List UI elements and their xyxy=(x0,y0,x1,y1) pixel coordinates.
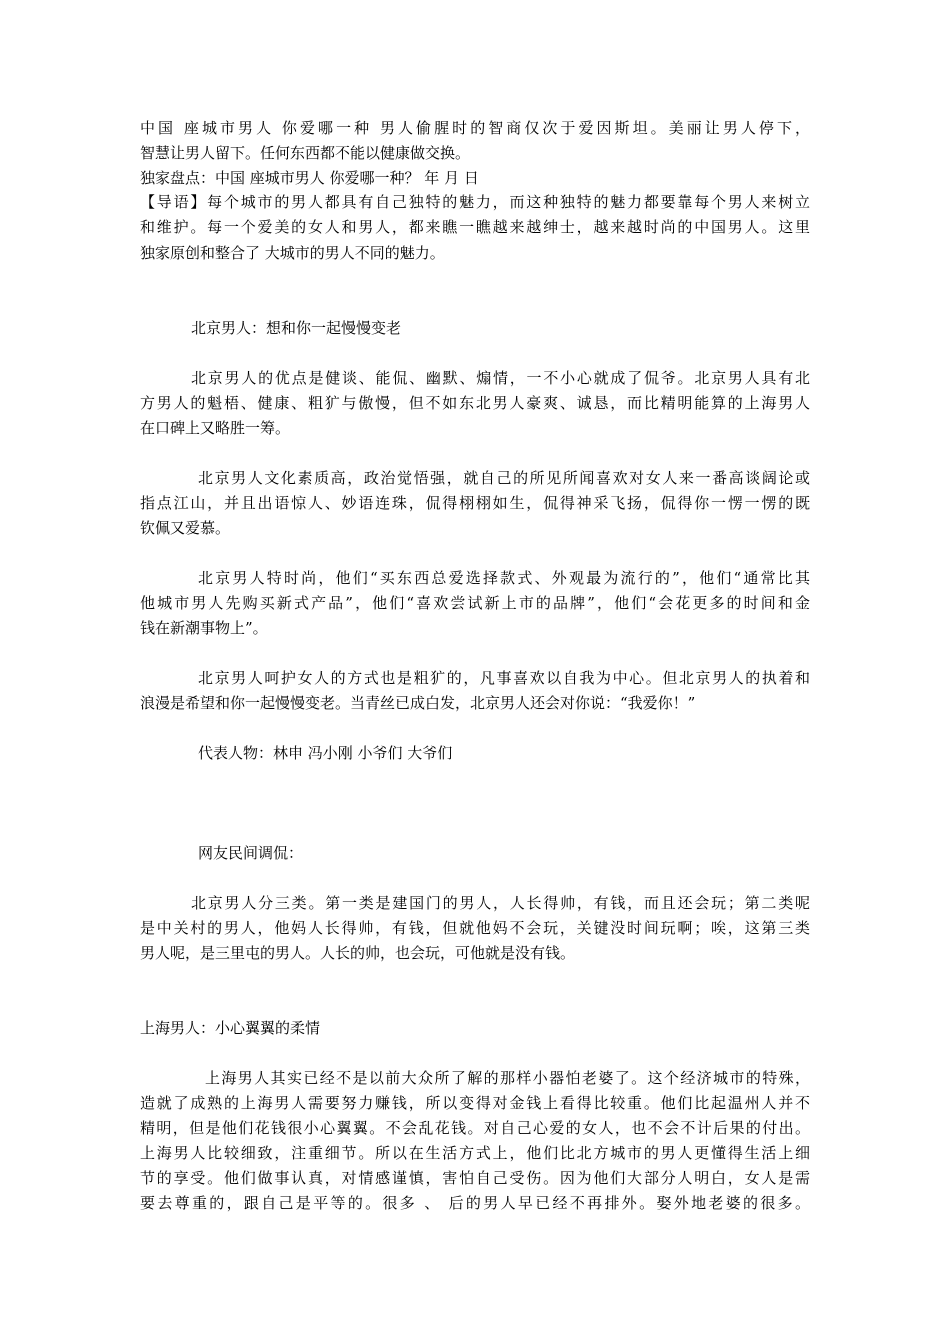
paragraph-line: 男人呢，是三里屯的男人。人长的帅，也会玩，可他就是没有钱。 xyxy=(140,944,576,962)
lead-line-2: 和维护。每一个爱美的女人和男人，都来瞧一瞧越来越绅士，越来越时尚的中国男人。这里 xyxy=(140,218,810,236)
paragraph-line: 造就了成熟的上海男人需要努力赚钱，所以变得对金钱上看得比较重。他们比起温州人并不 xyxy=(140,1094,810,1112)
paragraph-line: 北京男人的优点是健谈、能侃、幽默、煽情，一不小心就成了侃爷。北京男人具有北 xyxy=(191,369,810,387)
paragraph-line: 北京男人呵护女人的方式也是粗犷的，凡事喜欢以自我为中心。但北京男人的执着和 xyxy=(198,669,810,687)
paragraph-line: 精明，但是他们花钱很小心翼翼。不会乱花钱。对自己心爱的女人，也不会不计后果的付出。 xyxy=(140,1119,810,1137)
paragraph-line: 节的享受。他们做事认真，对情感谨慎，害怕自己受伤。因为他们大部分人明白，女人是需 xyxy=(140,1169,810,1187)
paragraph-line: 北京男人特时尚，他们“买东西总爱选择款式、外观最为流行的”，他们“通常比其 xyxy=(198,569,810,587)
paragraph-line: 在口碑上又略胜一筹。 xyxy=(140,419,291,437)
section-heading-shanghai: 上海男人：小心翼翼的柔情 xyxy=(140,1019,321,1037)
paragraph-line: 指点江山，并且出语惊人、妙语连珠，侃得栩栩如生，侃得神采飞扬，侃得你一愣一愣的既 xyxy=(140,494,810,512)
paragraph-line: 浪漫是希望和你一起慢慢变老。当青丝已成白发，北京男人还会对你说：“我爱你！” xyxy=(140,694,696,712)
paragraph-line: 要去尊重的，跟自己是平等的。很多 、 后的男人早已经不再排外。娶外地老婆的很多。 xyxy=(140,1194,810,1212)
paragraph-line: 方男人的魁梧、健康、粗犷与傲慢，但不如东北男人豪爽、诚恳，而比精明能算的上海男人 xyxy=(140,394,810,412)
intro-line-1: 中国 座城市男人 你爱哪一种 男人偷腥时的智商仅次于爱因斯坦。美丽让男人停下， xyxy=(140,119,810,137)
representative-figures: 代表人物：林申 冯小刚 小爷们 大爷们 xyxy=(198,744,453,762)
paragraph-line: 北京男人文化素质高，政治觉悟强，就自己的所见所闻喜欢对女人来一番高谈阔论或 xyxy=(198,469,810,487)
section-heading-netizen: 网友民间调侃： xyxy=(198,844,304,862)
article-header: 独家盘点：中国 座城市男人 你爱哪一种？ 年 月 日 xyxy=(140,169,479,187)
paragraph-line: 是中关村的男人，他妈人长得帅，有钱，但就他妈不会玩，关键没时间玩啊；唉，这第三类 xyxy=(140,919,810,937)
paragraph-line: 钱在新潮事物上”。 xyxy=(140,619,268,637)
lead-line-1: 【导语】每个城市的男人都具有自己独特的魅力，而这种独特的魅力都要靠每个男人来树立 xyxy=(140,193,810,211)
paragraph-line: 钦佩又爱慕。 xyxy=(140,519,231,537)
paragraph-line: 北京男人分三类。第一类是建国门的男人，人长得帅，有钱，而且还会玩；第二类呢 xyxy=(191,894,810,912)
intro-line-2: 智慧让男人留下。任何东西都不能以健康做交换。 xyxy=(140,144,471,162)
lead-line-3: 独家原创和整合了 大城市的男人不同的魅力。 xyxy=(140,244,445,262)
paragraph-line: 上海男人比较细致，注重细节。所以在生活方式上，他们比北方城市的男人更懂得生活上细 xyxy=(140,1144,810,1162)
paragraph-line: 他城市男人先购买新式产品”，他们“喜欢尝试新上市的品牌”，他们“会花更多的时间和金 xyxy=(140,594,810,612)
section-heading-beijing: 北京男人：想和你一起慢慢变老 xyxy=(191,319,402,337)
paragraph-line: 上海男人其实已经不是以前大众所了解的那样小器怕老婆了。这个经济城市的特殊， xyxy=(205,1069,810,1087)
